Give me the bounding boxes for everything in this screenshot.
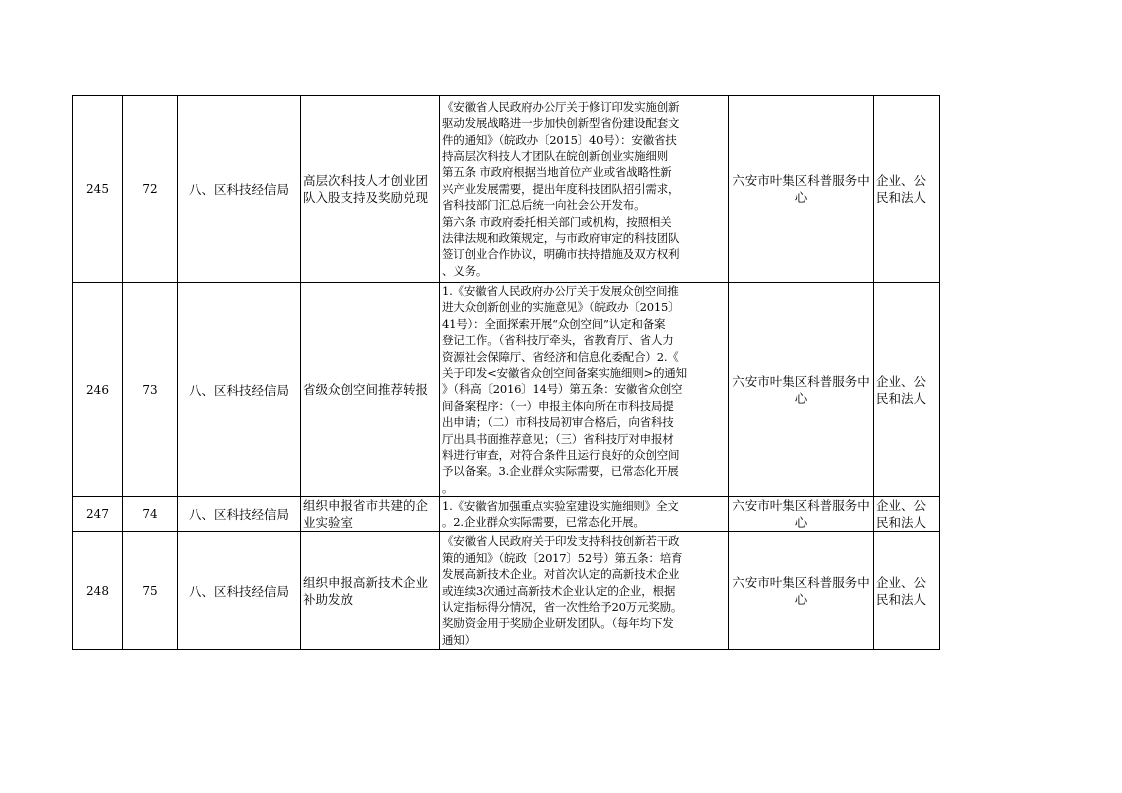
service-target-cell: 企业、公民和法人	[874, 497, 940, 532]
department-cell: 八、区科技经信局	[178, 497, 301, 532]
department-cell: 八、区科技经信局	[178, 283, 301, 497]
department-cell: 八、区科技经信局	[178, 96, 301, 283]
service-target-cell: 企业、公民和法人	[874, 283, 940, 497]
legal-basis-line: 或连续3次通过高新技术企业认定的企业，根据	[442, 583, 676, 598]
legal-basis-line: 法律法规和政策规定，与市政府审定的科技团队	[442, 231, 680, 246]
service-target-cell: 企业、公民和法人	[874, 532, 940, 650]
legal-basis-cell	[440, 532, 729, 650]
legal-basis-line: 通知）	[442, 632, 476, 647]
legal-basis-line: 策的通知》（皖政〔2017〕52号）第五条：培育	[442, 550, 683, 565]
legal-basis-line: 、义务。	[442, 263, 488, 278]
legal-basis-line: 登记工作。（省科技厅牵头，省教育厅、省人力	[442, 333, 674, 348]
sub-number-cell: 72	[123, 96, 178, 283]
legal-basis-line: 兴产业发展需要，提出年度科技团队招引需求，	[442, 181, 680, 196]
legal-basis-line: 《安徽省人民政府办公厅关于修订印发实施创新	[442, 99, 680, 114]
service-unit-cell: 六安市叶集区科普服务中心	[729, 96, 874, 283]
legal-basis-line: 》（科高〔2016〕14号）第五条：安徽省众创空	[442, 382, 683, 397]
service-unit-cell: 六安市叶集区科普服务中心	[729, 283, 874, 497]
serial-number-cell: 246	[73, 283, 123, 497]
serial-number-cell: 247	[73, 497, 123, 532]
legal-basis-line: 省科技部门汇总后统一向社会公开发布。	[442, 198, 646, 213]
serial-number-cell: 248	[73, 532, 123, 650]
item-name-cell: 省级众创空间推荐转报	[301, 283, 440, 497]
legal-basis-cell	[440, 497, 729, 532]
legal-basis-line: 认定指标得分情况，省一次性给予20万元奖励。	[442, 599, 683, 614]
service-unit-cell: 六安市叶集区科普服务中心	[729, 497, 874, 532]
legal-basis-line: 间备案程序：（一）申报主体向所在市科技局提	[442, 398, 674, 413]
serial-number-cell: 245	[73, 96, 123, 283]
table-row	[73, 96, 940, 283]
legal-basis-line: 进大众创新创业的实施意见》（皖政办〔2015〕	[442, 300, 680, 315]
legal-basis-cell	[440, 283, 729, 497]
legal-basis-line: 《安徽省人民政府关于印发支持科技创新若干政	[442, 534, 680, 549]
legal-basis-line: 第六条 市政府委托相关部门或机构，按照相关	[442, 214, 672, 229]
legal-basis-line: 签订创业合作协议，明确市扶持措施及双方权利	[442, 247, 680, 262]
item-name-cell: 组织申报省市共建的企业实验室	[301, 497, 440, 532]
legal-basis-line: 发展高新技术企业。对首次认定的高新技术企业	[442, 567, 680, 582]
sub-number-cell: 73	[123, 283, 178, 497]
legal-basis-line: 驱动发展战略进一步加快创新型省份建设配套文	[442, 116, 680, 131]
service-target-cell: 企业、公民和法人	[874, 96, 940, 283]
legal-basis-line: 。2.企业群众实际需要，已常态化开展。	[442, 515, 645, 530]
legal-basis-line: 。	[442, 480, 454, 495]
department-cell: 八、区科技经信局	[178, 532, 301, 650]
legal-basis-line: 1.《安徽省人民政府办公厅关于发展众创空间推	[442, 284, 679, 298]
item-name-cell: 组织申报高新技术企业补助发放	[301, 532, 440, 650]
legal-basis-line: 厅出具书面推荐意见；（三）省科技厅对申报材	[442, 431, 674, 446]
table-row	[73, 283, 940, 497]
legal-basis-line: 奖励资金用于奖励企业研发团队。（每年均下发	[442, 616, 674, 631]
service-items-table	[72, 95, 940, 650]
legal-basis-cell	[440, 96, 729, 283]
legal-basis-line: 持高层次科技人才团队在皖创新创业实施细则	[442, 148, 668, 163]
legal-basis-line: 关于印发<安徽省众创空间备案实施细则>的通知	[442, 366, 687, 381]
legal-basis-line: 第五条 市政府根据当地首位产业或省战略性新	[442, 165, 672, 180]
legal-basis-line: 资源社会保障厅、省经济和信息化委配合）2.《	[442, 349, 679, 364]
legal-basis-line: 料进行审查，对符合条件且运行良好的众创空间	[442, 448, 680, 463]
legal-basis-line: 出申请；（二）市科技局初审合格后，向省科技	[442, 415, 674, 430]
sub-number-cell: 75	[123, 532, 178, 650]
table-row	[73, 497, 940, 532]
item-name-cell: 高层次科技人才创业团队入股支持及奖励兑现	[301, 96, 440, 283]
legal-basis-line: 1.《安徽省加强重点实验室建设实施细则》全文	[442, 498, 679, 513]
service-unit-cell: 六安市叶集区科普服务中心	[729, 532, 874, 650]
legal-basis-line: 予以备案。3.企业群众实际需要，已常态化开展	[442, 464, 679, 479]
sub-number-cell: 74	[123, 497, 178, 532]
table-row	[73, 532, 940, 650]
table-body	[73, 96, 940, 650]
legal-basis-line: 41号）：全面探索开展“众创空间”认定和备案	[442, 316, 666, 331]
legal-basis-line: 件的通知》（皖政办〔2015〕40号）：安徽省扶	[442, 132, 677, 147]
